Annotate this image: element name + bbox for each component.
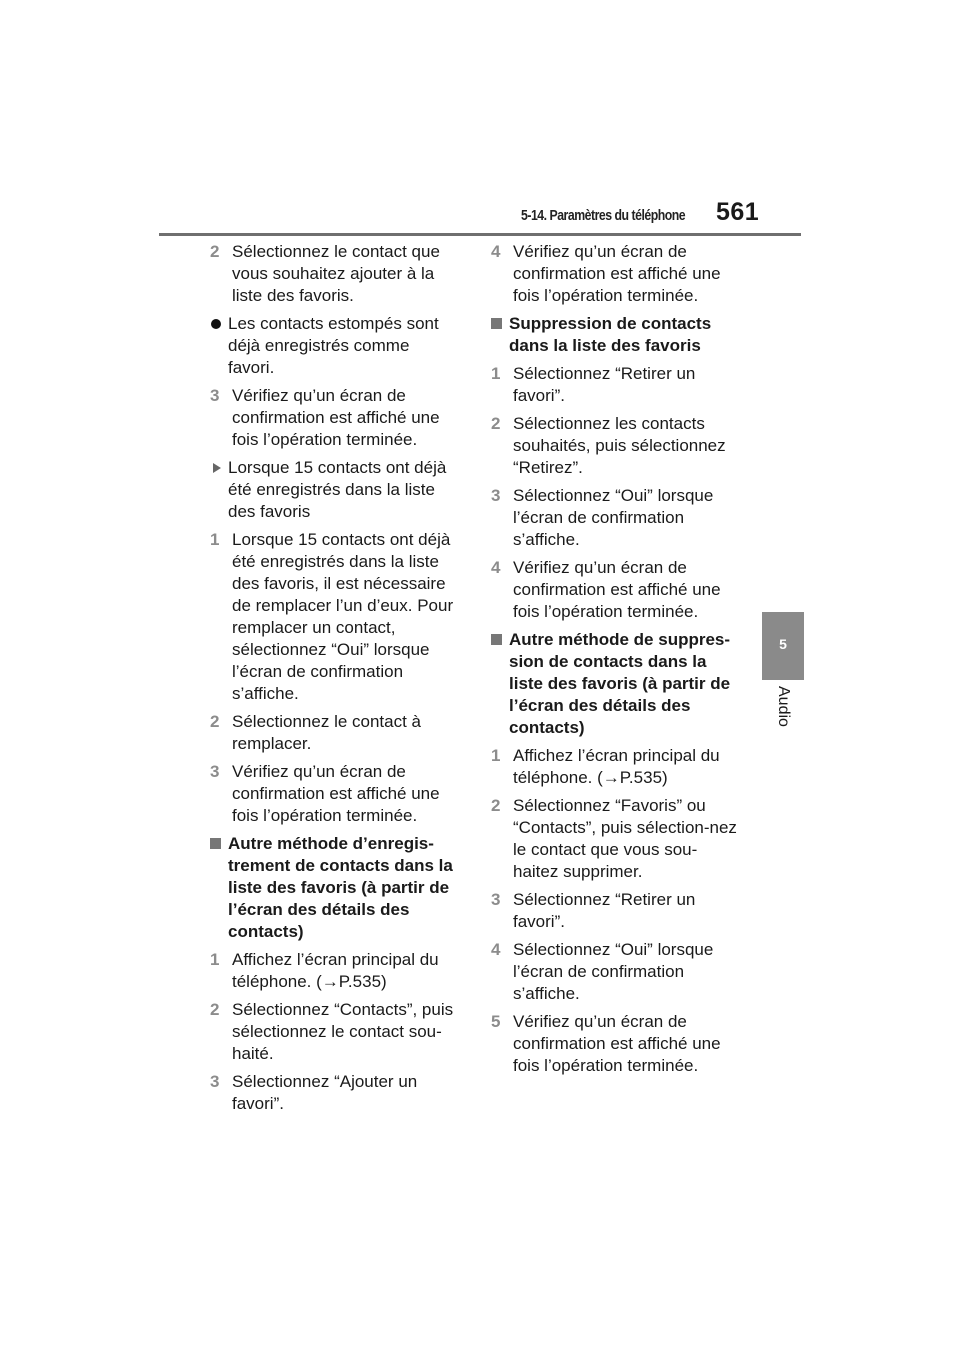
step-item — [491, 557, 741, 623]
section-heading — [210, 833, 460, 943]
step-text: Sélectionnez “Oui” lorsque l’écran de confirmation s’affiche. — [513, 940, 714, 1003]
step-item — [491, 889, 741, 933]
step-item — [210, 241, 460, 307]
step-item — [210, 385, 460, 451]
right-column — [491, 241, 741, 1083]
step-number: 2 — [491, 414, 501, 433]
step-text: Vérifiez qu’un écran de confirmation est affiché une fois l’opération terminée. — [513, 1012, 721, 1075]
step-text: Sélectionnez “Retirer un favori”. — [513, 364, 696, 405]
step-item — [491, 745, 741, 789]
step-item — [491, 1011, 741, 1077]
sub-heading-text: Lorsque 15 contacts ont déjà été enregistrés dans la liste des favoris — [228, 458, 447, 521]
step-item — [210, 529, 460, 705]
step-item — [491, 485, 741, 551]
step-number: 3 — [491, 890, 501, 909]
step-number: 1 — [491, 746, 501, 765]
square-bullet-icon — [491, 318, 502, 329]
step-text: Sélectionnez “Ajouter un favori”. — [232, 1072, 418, 1113]
step-number: 3 — [210, 762, 220, 781]
step-number: 3 — [210, 1072, 220, 1091]
bullet-text: Les contacts estompés sont déjà enregistrés comme favori. — [228, 314, 439, 377]
step-number: 2 — [210, 712, 220, 731]
step-number: 4 — [491, 940, 501, 959]
step-text: Affichez l’écran principal du téléphone. (→P.535) — [232, 950, 439, 991]
square-bullet-icon — [491, 634, 502, 645]
step-number: 3 — [491, 486, 501, 505]
step-text: Sélectionnez “Contacts”, puis sélectionnez le contact sou-haité. — [232, 1000, 454, 1063]
heading-text: Suppression de contacts dans la liste des favoris — [509, 314, 712, 355]
chapter-tab — [762, 612, 804, 680]
step-number: 2 — [491, 796, 501, 815]
step-text: Sélectionnez le contact à remplacer. — [232, 712, 422, 753]
step-text: Lorsque 15 contacts ont déjà été enregistrés dans la liste des favoris, il est nécessaire de remplacer l’un d’eux. Pour remplacer un contact, sélectionnez “Oui” lorsque l’écran de confirmation s’affiche. — [232, 530, 454, 703]
section-heading — [491, 629, 741, 739]
step-item — [210, 949, 460, 993]
step-text: Sélectionnez les contacts souhaités, puis sélectionnez “Retirez”. — [513, 414, 726, 477]
page-number: 561 — [716, 198, 760, 226]
step-item — [210, 1071, 460, 1115]
step-text: Vérifiez qu’un écran de confirmation est affiché une fois l’opération terminée. — [513, 558, 721, 621]
step-number: 1 — [210, 530, 220, 549]
step-text: Sélectionnez le contact que vous souhaitez ajouter à la liste des favoris. — [232, 242, 440, 305]
step-text: Vérifiez qu’un écran de confirmation est affiché une fois l’opération terminée. — [513, 242, 721, 305]
step-item — [491, 795, 741, 883]
chapter-label: Audio — [775, 686, 792, 727]
step-text: Vérifiez qu’un écran de confirmation est affiché une fois l’opération terminée. — [232, 386, 440, 449]
heading-text: Autre méthode de suppres-sion de contacts dans la liste des favoris (à partir de l’écran des détails des contacts) — [509, 630, 731, 737]
step-item — [210, 999, 460, 1065]
chapter-number: 5 — [779, 636, 787, 652]
step-item — [491, 241, 741, 307]
step-number: 4 — [491, 242, 501, 261]
step-text: Sélectionnez “Favoris” ou “Contacts”, puis sélection-nez le contact que vous sou-haitez supprimer. — [513, 796, 737, 881]
step-text: Vérifiez qu’un écran de confirmation est affiché une fois l’opération terminée. — [232, 762, 440, 825]
triangle-icon — [213, 463, 221, 473]
bullet-item — [210, 313, 460, 379]
square-bullet-icon — [210, 838, 221, 849]
section-title: 5-14. Paramètres du téléphone — [521, 207, 686, 224]
left-column — [210, 241, 460, 1121]
step-number: 2 — [210, 242, 220, 261]
step-number: 1 — [210, 950, 220, 969]
sub-heading — [210, 457, 460, 523]
section-heading — [491, 313, 741, 357]
step-text: Sélectionnez “Oui” lorsque l’écran de confirmation s’affiche. — [513, 486, 714, 549]
step-number: 3 — [210, 386, 220, 405]
bullet-dot-icon — [211, 319, 221, 329]
step-number: 5 — [491, 1012, 501, 1031]
page-header — [0, 0, 960, 240]
step-item — [491, 413, 741, 479]
step-number: 4 — [491, 558, 501, 577]
step-item — [210, 761, 460, 827]
heading-text: Autre méthode d’enregis-trement de contacts dans la liste des favoris (à partir de l’écran des détails des contacts) — [228, 834, 453, 941]
header-rule — [159, 233, 801, 236]
step-text: Affichez l’écran principal du téléphone. (→P.535) — [513, 746, 720, 787]
step-item — [491, 939, 741, 1005]
step-number: 1 — [491, 364, 501, 383]
step-item — [210, 711, 460, 755]
step-item — [491, 363, 741, 407]
step-number: 2 — [210, 1000, 220, 1019]
step-text: Sélectionnez “Retirer un favori”. — [513, 890, 696, 931]
